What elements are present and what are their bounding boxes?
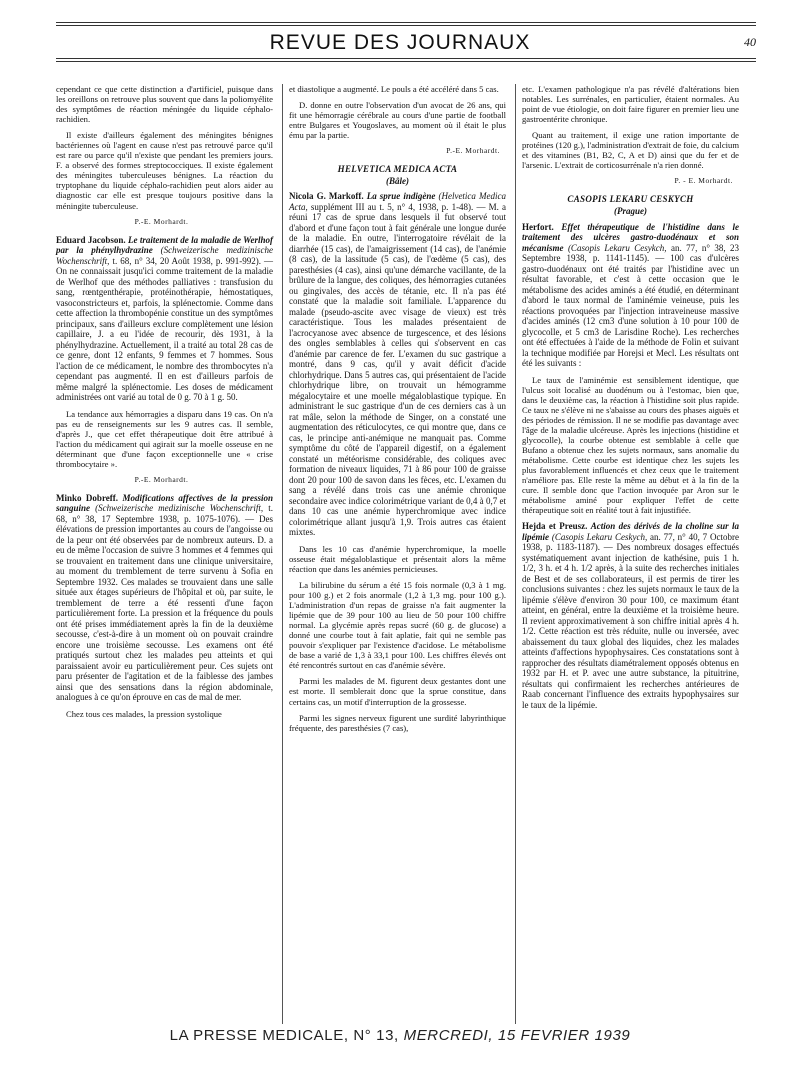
article-source: (Schweizerische medizinische Wochenschrift, [56,245,273,266]
page-footer [0,1027,800,1044]
author-signature: P.-E. Morhardt. [134,216,189,226]
header-top-rule [56,22,756,23]
article-title: Effet thérapeutique de l'histidine dans le traitement des ulcères gastro-duodénaux et son mécanisme [522,221,740,253]
article-author: Nicola G. Markoff. [289,191,364,202]
header-bottom-rule-2 [56,61,756,62]
footer-issue: N° 13, [353,1027,399,1044]
article-source: (Casopis Lekaru Ceskych, [551,531,648,542]
article-jacobson [56,235,273,403]
article-dobreff [56,493,273,703]
article-source: (Casopis Lekaru Cesykch, [567,242,667,253]
journal-name: CASOPIS LEKARU CESKYCH [567,194,694,205]
page-number: 40 [744,35,756,49]
article-title: La sprue indigène [366,191,436,202]
article-body: supplément III au t. 5, n° 4, 1938, p. 1-48). — M. a réuni 17 cas de sprue dans lesquels il fut observé tout d'abord et d'une façon tout à fait générale une longue durée de la maladie. En outre, l'interrogatoire révélait de la diarrhée (15 cas), de l'amaigrissement (14 cas), de l'anémie (8 cas), de la lassitude (5 cas), de l'œdème (5 cas), des paresthésies (4 cas), ainsi qu'une démarche vacillante, de la brûlure de la langue, des coliques, des hémorragies cutanées ou gingivales, des accès de tétanie, etc. Il n'a pas été constaté que la maladie soit familiale. L'apparence du malade (pseudo-ascite avec visage de vieux) est très caractéristique. Tous les malades présentaient de l'acrocyanose avec absence de turgescence, et des lésions des ongles semblables à celles qui s'observent en cas d'anémie par carence de fer. L'examen du suc gastrique a montré, dans 9 cas, qu'il y avait déficit d'acide chlorhydrique. Dans 5 autres cas, qui présentaient de l'acide chlorhydrique libre, on trouvait un hémogramme mégalocytaire et une moelle mégaloblastique typique. En administrant le suc gastrique d'un de ces derniers cas à un rat mâle, selon la méthode de Singer, on a constaté une augmentation des réticulocytes, ce qui montre que, dans ce cas, le principe anti-anémique ne manquait pas. Comme symptôme du côté de l'appareil digestif, on a également constaté un météorisme considérable, des coliques avec formation de niveaux liquides, 71 à 86 pour 100 de graisse dont 20 pour 100 de savon dans les fèces, etc. L'examen du sang a révélé dans trois cas une anémie chronique secondaire avec indice colorimétrique variant de 0,4 à 0,7 et dans 10 cas une anémie hyperchromique avec indice colorimétrique allant jusqu'à 1,9. Trois autres cas étaient mixtes. [289,201,507,538]
journal-name: HELVETICA MEDICA ACTA [337,164,458,175]
article-author: Herfort. [522,221,554,232]
footer-date: MERCREDI, 15 FEVRIER 1939 [403,1027,631,1044]
article-source: (Helvetica Medica Acta, [289,191,506,212]
paragraph: D. donne en outre l'observation d'un avocat de 26 ans, qui fit une hémorragie cérébrale au cours d'une partie de football entre Bulgares et Yougoslaves, au moment où il était le plus ému par la partie. [289,100,506,141]
header-top-rule-2 [56,25,756,26]
journal-city: (Prague) [614,206,647,217]
article-markoff [289,191,506,538]
journal-city: (Bâle) [386,176,409,187]
paragraph: Quant au traitement, il exige une ration importante de protéines (120 g.), l'administration d'extrait de foie, du calcium et des vitamines (B1, B2, C, A et D) ainsi que du fer et de l'arsenic. L'extrait de corticosurrénale n'a rien donné. [522,130,739,171]
paragraph: Parmi les malades de M. figurent deux gestantes dont une est morte. Il semblerait donc que la sprue constitue, dans certains cas, un motif d'interruption de la grossesse. [289,676,506,707]
paragraph: La tendance aux hémorragies a disparu dans 19 cas. On n'a pas eu de renseignements sur les 9 autres cas. Il semble, d'après J., que cet effet thérapeutique doit être attribué à l'action du médicament qui agirait sur la moelle osseuse en ne déterminant que d'une façon exceptionnelle une « crise thrombocytaire ». [56,408,273,469]
column-3 [522,84,739,716]
author-signature: P. - E. Morhardt. [674,176,733,186]
article-body: an. 77, n° 38, 23 Septembre 1938, p. 1141-1145). — 100 cas d'ulcères gastro-duodénaux ont été traités par l'histidine avec un résultat favorable, et c'est à cette occasion que le métabolisme des acides aminés a été étudié, en déterminant d'abord le taux normal de l'aminémie veineuse, puis les réactions provoquées par l'injection intraveineuse massive d'acides aminés (12 cm3 d'une solution à 10 pour 100 de glycocolle, et 5 cm3 de Larisdine Roche). Les recherches ont été effectuées à l'aide de la méthode de Folin et suivant la technique modifiée par Horejsi et Mecl. Les résultats ont été les suivants : [522,242,740,369]
article-herfort [522,222,739,369]
header-bottom-rule [56,58,756,59]
article-body: an. 77, n° 40, 7 Octobre 1938, p. 1183-1187). — Des nombreux dosages effectués systématiquement avant injection de kathésine, puis 1 h. 1/2, 3 h. et 4 h. 1/2 après, à la suite des recherches initiales de Best et de ses collaborateurs, il est permis de tirer les conclusions suivantes : chez les sujets normaux le taux de la lipémie s'élève d'environ 30 pour 100, ce maximum étant atteint, en général, entre la deuxième et la troisième heure. Il revient approximativement à son chiffre initial après 4 h. 1/2. Cette réaction est très réduite, nulle ou inversée, avec abaissement du taux global des liquides, chez les malades atteints d'affections hypophysaires. Ces constatations sont à rapprocher des résultats diamétralement opposés obtenus en 1932 par H. et P. avec une autre substance, la pituitrine, résultats qui confirmaient les recherches antérieures de Raab concernant l'influence des extraits hypophysaires sur le taux de la lipémie. [522,531,739,710]
paragraph: Il existe d'ailleurs également des méningites bénignes bactériennes où l'agent en cause n'est pas retrouvé parce qu'il est rare ou parce qu'il n'existe que pendant les premiers jours. F. a observé des formes streptococciques. Il existe également des méningites tuberculeuses bénignes. La réaction du tryptophane du liquide céphalo-rachidien peut alors aider au diagnostic car elle est presque toujours positive dans la méningite tuberculeuse. [56,130,273,211]
article-body: t. 68, n° 34, 20 Août 1938, p. 991-992). — On ne connaissait jusqu'ici comme traitement de la maladie de Werlhof que des méthodes palliatives : transfusion du sang, rœntgenthérapie, protéinothérapie, hémostatiques, vasoconstricteurs et, parfois, la splénectomie. Comme dans cette affection la thrombopénie constitue un des symptômes principaux, sans d'ailleurs exclure complètement une lésion capillaire, J. a eu l'idée de recourir, dès 1931, à la phénylhydrazine. Actuellement, il a traité au total 28 cas de ce genre, dont 12 enfants, 9 femmes et 7 hommes. Sous l'action de ce médicament, le nombre des thrombocytes n'a cependant pas augmenté. Il en est d'ailleurs parfois de même malgré la splénectomie. Les doses de médicament administrées ont varié au total de 0 g. 70 à 1 g. 50. [56,255,273,403]
paragraph: et diastolique a augmenté. Le pouls a été accéléré dans 5 cas. [289,84,499,94]
column-separator-1 [282,84,283,1024]
paragraph: cependant ce que cette distinction a d'artificiel, puisque dans les oreillons on retrouve plus souvent que dans la poliomyélite des symptômes de réaction méningée du liquide céphalo-rachidien. [56,84,273,125]
article-title: Action des dérivés de la choline sur la lipémie [522,521,740,542]
column-2 [289,84,506,739]
footer-journal: LA PRESSE MEDICALE, [169,1027,349,1044]
author-signature: P.-E. Morhardt. [446,146,500,156]
article-author: Minko Dobreff. [56,492,119,503]
paragraph: Le taux de l'aminémie est sensiblement identique, que l'ulcus soit localisé au duodénum ou à l'estomac, bien que, dans le deuxième cas, la réaction à l'histidine soit plus rapide. Ce taux ne s'élève ni ne s'abaisse au cours des phases aiguës et des périodes de rémission. Il ne se modifie pas davantage avec l'âge de la maladie ulcéreuse. Après les injections (histidine et glycocolle), la courbe obtenue est semblable à celle que Bufano a obtenue chez les sujets normaux, sans anomalie du métabolisme. Cette courbe est identique chez les sujets les plus favorablement influencés et chez ceux que le traitement n'améliore pas. Elle reste la même au début et à la fin de la cure. Il semble donc que l'action invoquée par Aron sur le métabolisme aminé pour expliquer l'effet de cette thérapeutique soit en réalité tout à fait injustifiée. [522,374,739,516]
article-source: (Schweizerische medizinische Wochenschrift, [95,503,264,514]
article-title: Le traitement de la maladie de Werlhof par la phénylhydrazine [56,234,273,256]
paragraph: etc. L'examen pathologique n'a pas révélé d'altérations bien notables. Les surrénales, en particulier, étaient normales. Au point de vue étiologie, on doit faire figurer en premier lieu une gastroentérite chronique. [522,84,739,125]
paragraph: Parmi les signes nerveux figurent une surdité labyrinthique fréquente, des paresthésies (7 cas), [289,712,506,733]
article-author: Eduard Jacobson. [56,234,126,245]
article-title: Modifications affectives de la pression sanguine [56,492,273,514]
column-1 [56,84,273,725]
article-author: Hejda et Preusz. [522,521,588,532]
column-separator-2 [515,84,516,1024]
paragraph: La bilirubine du sérum a été 15 fois normale (0,3 à 1 mg. pour 100 g.) et 2 fois anormale (1,2 à 1,3 mg. pour 100 g.). L'administration d'un repas de graisse n'a fait augmenter la lipémie que de 39 pour 100 au lieu de 50 pour 100 chiffre normal. La glycémie après repas sucré (60 g. de glucose) a donné une courbe tout à fait aplatie, fait qui ne semble pas pouvoir s'expliquer par l'existence d'acidose. Le métabolisme de base a varié de 1,3 à 33,1 pour 100. Les chiffres élevés ont été rencontrés surtout en cas d'anémie sévère. [289,580,506,671]
running-header-title: REVUE DES JOURNAUX [269,31,531,54]
author-signature: P.-E. Morhardt. [134,474,189,484]
article-hejda-preusz [522,521,739,710]
paragraph: Chez tous ces malades, la pression systolique [66,708,222,719]
paragraph: Dans les 10 cas d'anémie hyperchromique, la moelle osseuse était mégaloblastique et présentait alors la même réaction que dans les anémies pernicieuses. [289,543,506,574]
article-body: t. 68, n° 38, 17 Septembre 1938, p. 1075-1076). — Des élévations de pression importantes au cours de l'angoisse ou de la peur ont été observées par de nombreux auteurs. D. a eu de même l'occasion de suivre 3 hommes et 4 femmes qui se trouvaient en traitement dans une clinique universitaire, au moment du tremblement de terre survenu à Sofia en Septembre 1932. Ces malades se trouvaient dans une salle située aux étages supérieurs de l'hôpital et où, par suite, le tremblement de terre a été ressenti d'une façon particulièrement forte. La pression et la fréquence du pouls ont été prises immédiatement après la fin de la deuxième secousse, c'est-à-dire à un moment où on pouvait craindre encore une troisième secousse. Les examens ont été pratiqués surtout chez les malades peu atteints et qui paraissaient avoir eu particulièrement peur. Ces sujets ont paru présenter de l'agitation et de la faiblesse des jambes ainsi que des sensations dans la région abdominale, analogues à ce qu'on éprouve en cas de mal de mer. [56,503,274,703]
